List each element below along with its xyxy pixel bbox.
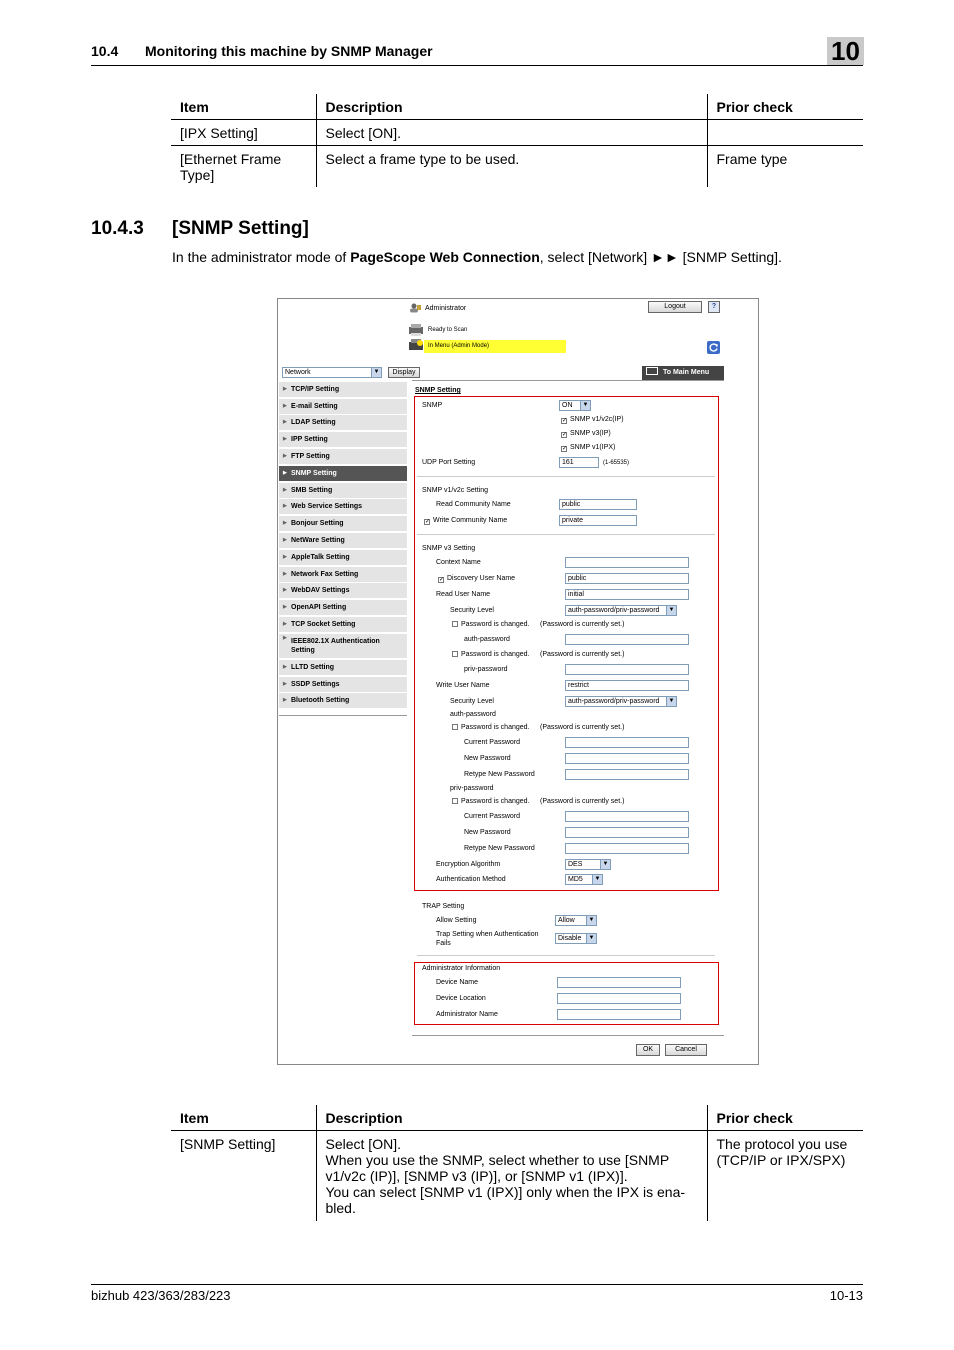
col-item: Item bbox=[171, 1105, 316, 1131]
divider bbox=[412, 1035, 724, 1036]
discovery-user-input[interactable]: public bbox=[565, 573, 689, 584]
read-auth-password-label: auth-password bbox=[464, 636, 510, 643]
sidebar-item-label: Network Fax Setting bbox=[291, 571, 359, 578]
printer-icon bbox=[408, 324, 424, 336]
write-user-input[interactable]: restrict bbox=[565, 680, 689, 691]
col-prior-check: Prior check bbox=[707, 1105, 863, 1131]
write-security-level-label: Security Level bbox=[450, 698, 494, 705]
checkbox[interactable]: ✓ bbox=[562, 432, 568, 438]
printer-status-icon bbox=[408, 339, 424, 352]
context-name-input[interactable] bbox=[565, 557, 689, 568]
triangle-icon: ▶ bbox=[283, 419, 287, 425]
web-connection-screenshot bbox=[277, 298, 759, 1065]
cell: [SNMP Setting] bbox=[180, 1136, 276, 1152]
write-user-label: Write User Name bbox=[436, 682, 490, 689]
read-community-label: Read Community Name bbox=[436, 501, 511, 508]
udp-port-label: UDP Port Setting bbox=[422, 459, 476, 466]
section-number: 10.4 bbox=[91, 43, 119, 59]
current-password-label: Current Password bbox=[464, 813, 521, 820]
sidebar-item-label: IEEE802.1X Authentication Setting bbox=[291, 638, 380, 654]
checkbox-label: Password is changed. bbox=[461, 651, 530, 658]
intro-product: PageScope Web Connection bbox=[350, 249, 540, 265]
to-main-menu-link[interactable] bbox=[642, 366, 724, 380]
cell: The protocol you use (TCP/IP or IPX/SPX) bbox=[707, 1131, 863, 1221]
section-heading bbox=[91, 218, 309, 240]
cell: Select [ON]. When you use the SNMP, select whether to use [SNMP v1/v2c (IP)], [SNMP v3 (IP)], or [SNMP v1 (IPX)]. You can select [SNMP v1 (IPX)] only when the IPX is ena-bled. bbox=[316, 1131, 707, 1221]
cancel-button[interactable]: Cancel bbox=[665, 1044, 707, 1056]
triangle-icon: ▶ bbox=[283, 604, 287, 610]
chevron-down-icon: ▼ bbox=[592, 875, 602, 884]
read-user-input[interactable]: initial bbox=[565, 589, 689, 600]
chevron-down-icon: ▼ bbox=[666, 697, 676, 706]
ok-button[interactable]: OK bbox=[636, 1044, 660, 1056]
divider bbox=[412, 380, 724, 381]
admin-label: Administrator bbox=[425, 305, 467, 312]
write-auth-pwd-changed-checkbox[interactable] bbox=[452, 724, 529, 731]
intro-prefix: In the administrator mode of bbox=[172, 249, 351, 265]
checkbox[interactable] bbox=[452, 651, 458, 657]
checkbox[interactable]: ✓ bbox=[425, 519, 431, 525]
sidebar-item-tcpip[interactable] bbox=[279, 382, 407, 398]
checkbox-label: SNMP v3(IP) bbox=[570, 430, 611, 437]
administrator-name-input[interactable] bbox=[557, 1009, 681, 1020]
priv-new-password-input[interactable] bbox=[565, 827, 689, 838]
footer-model: bizhub 423/363/283/223 bbox=[91, 1288, 231, 1303]
sidebar-item-bluetooth[interactable] bbox=[279, 693, 407, 709]
chevron-down-icon: ▼ bbox=[586, 934, 596, 943]
write-community-input[interactable]: private bbox=[559, 515, 637, 526]
read-security-level-value: auth-password/priv-password bbox=[568, 607, 660, 614]
write-security-level-select[interactable] bbox=[565, 696, 677, 707]
chapter-badge: 10 bbox=[827, 37, 864, 65]
sidebar-item-openapi[interactable] bbox=[279, 600, 407, 616]
triangle-icon: ▶ bbox=[283, 470, 287, 476]
status-admin-mode: In Menu (Admin Mode) bbox=[424, 340, 566, 353]
checkbox[interactable] bbox=[452, 621, 458, 627]
discovery-user-checkbox[interactable] bbox=[438, 575, 515, 583]
sidebar-item-web-service[interactable] bbox=[279, 499, 407, 515]
sidebar-item-label: LDAP Setting bbox=[291, 419, 336, 426]
category-select[interactable] bbox=[282, 367, 382, 378]
checkbox[interactable] bbox=[452, 724, 458, 730]
triangle-icon: ▶ bbox=[283, 554, 287, 560]
page-header bbox=[91, 36, 863, 66]
triangle-icon: ▶ bbox=[283, 403, 287, 409]
read-security-level-select[interactable] bbox=[565, 605, 677, 616]
sidebar-item-label: NetWare Setting bbox=[291, 537, 345, 544]
chevron-down-icon: ▼ bbox=[600, 860, 610, 869]
device-name-input[interactable] bbox=[557, 977, 681, 988]
sidebar-item-label: OpenAPI Setting bbox=[291, 604, 347, 611]
cell: [IPX Setting] bbox=[171, 120, 316, 146]
retype-password-label: Retype New Password bbox=[464, 845, 535, 852]
checkbox[interactable]: ✓ bbox=[562, 446, 568, 452]
col-prior-check: Prior check bbox=[707, 94, 863, 120]
sidebar-item-label: SNMP Setting bbox=[291, 470, 337, 477]
sidebar-item-label: TCP Socket Setting bbox=[291, 621, 356, 628]
sidebar-item-label: E-mail Setting bbox=[291, 403, 338, 410]
divider bbox=[417, 955, 715, 956]
device-name-label: Device Name bbox=[436, 979, 479, 986]
logout-button[interactable]: Logout bbox=[648, 301, 702, 313]
snmp-label: SNMP bbox=[422, 402, 443, 409]
triangle-icon: ▶ bbox=[283, 436, 287, 442]
encryption-select[interactable] bbox=[565, 859, 611, 870]
sidebar-item-webdav[interactable] bbox=[279, 583, 407, 599]
col-item: Item bbox=[171, 94, 316, 120]
sidebar-item-ftp[interactable] bbox=[279, 449, 407, 465]
allow-setting-label: Allow Setting bbox=[436, 917, 477, 924]
checkbox[interactable]: ✓ bbox=[562, 418, 568, 424]
triangle-icon: ▶ bbox=[283, 681, 287, 687]
page-title: SNMP Setting bbox=[415, 387, 461, 394]
auth-new-password-input[interactable] bbox=[565, 753, 689, 764]
checkbox[interactable] bbox=[452, 798, 458, 804]
read-priv-password-input[interactable] bbox=[565, 664, 689, 675]
read-priv-password-label: priv-password bbox=[464, 666, 508, 673]
device-location-input[interactable] bbox=[557, 993, 681, 1004]
administrator-name-label: Administrator Name bbox=[436, 1011, 498, 1018]
trap-auth-fail-label: Trap Setting when Authentication Fails bbox=[436, 931, 539, 947]
sidebar-item-label: LLTD Setting bbox=[291, 664, 335, 671]
checkbox-label: SNMP v1/v2c(IP) bbox=[570, 416, 624, 423]
write-auth-password-heading: auth-password bbox=[450, 711, 496, 718]
read-auth-password-input[interactable] bbox=[565, 634, 689, 645]
sidebar-item-label: Bluetooth Setting bbox=[291, 697, 350, 704]
chevron-down-icon: ▼ bbox=[371, 368, 381, 377]
read-security-level-label: Security Level bbox=[450, 607, 494, 614]
sidebar-item-label: AppleTalk Setting bbox=[291, 554, 350, 561]
auth-current-password-input[interactable] bbox=[565, 737, 689, 748]
sidebar-item-email[interactable] bbox=[279, 399, 407, 415]
snmp-select[interactable] bbox=[559, 400, 591, 411]
read-priv-pwd-changed-checkbox[interactable] bbox=[452, 651, 529, 658]
retype-password-label: Retype New Password bbox=[464, 771, 535, 778]
sidebar-item-bonjour[interactable] bbox=[279, 516, 407, 532]
snmp-v1v2c-checkbox[interactable] bbox=[561, 416, 624, 424]
encryption-value: DES bbox=[568, 861, 583, 868]
new-password-label: New Password bbox=[464, 755, 511, 762]
sidebar-item-label: Web Service Settings bbox=[291, 503, 363, 510]
context-name-label: Context Name bbox=[436, 559, 481, 566]
v1v2c-section-title: SNMP v1/v2c Setting bbox=[422, 487, 489, 494]
status-ready: Ready to Scan bbox=[428, 327, 468, 333]
write-community-checkbox[interactable] bbox=[424, 517, 507, 525]
sidebar-item-label: IPP Setting bbox=[291, 436, 328, 443]
sidebar-item-label: SSDP Settings bbox=[291, 681, 340, 688]
v3-section-title: SNMP v3 Setting bbox=[422, 545, 476, 552]
checkbox-label: Write Community Name bbox=[433, 517, 508, 524]
snmp-v1ipx-checkbox[interactable] bbox=[561, 444, 615, 452]
cell: Frame type bbox=[707, 146, 863, 188]
cell bbox=[707, 120, 863, 146]
triangle-icon: ▶ bbox=[283, 537, 287, 543]
triangle-icon: ▶ bbox=[283, 487, 287, 493]
col-description: Description bbox=[316, 94, 707, 120]
pwd-set-note: (Password is currently set.) bbox=[540, 651, 625, 658]
allow-setting-value: Allow bbox=[558, 917, 575, 924]
snmp-v3-checkbox[interactable] bbox=[561, 430, 611, 438]
trap-section-title: TRAP Setting bbox=[422, 903, 465, 910]
encryption-label: Encryption Algorithm bbox=[436, 861, 501, 868]
sidebar-item-netware[interactable] bbox=[279, 533, 407, 549]
checkbox-label: Password is changed. bbox=[461, 621, 530, 628]
table-row bbox=[171, 146, 863, 188]
snmp-select-value: ON bbox=[562, 402, 573, 409]
auth-method-value: MD5 bbox=[568, 876, 583, 883]
sidebar-item-tcp-socket[interactable] bbox=[279, 617, 407, 633]
sidebar-item-ssdp[interactable] bbox=[279, 677, 407, 693]
pwd-set-note: (Password is currently set.) bbox=[540, 621, 625, 628]
sidebar-item-appletalk[interactable] bbox=[279, 550, 407, 566]
refresh-icon[interactable] bbox=[707, 341, 720, 354]
auth-method-label: Authentication Method bbox=[436, 876, 506, 883]
triangle-icon: ▶ bbox=[283, 453, 287, 459]
page-footer bbox=[91, 1284, 863, 1303]
snmp-settings-table bbox=[171, 1105, 863, 1221]
divider bbox=[279, 715, 407, 716]
udp-port-input[interactable]: 161 bbox=[559, 457, 599, 468]
divider bbox=[417, 534, 715, 535]
chevron-down-icon: ▼ bbox=[586, 916, 596, 925]
cell: [Ethernet Frame Type] bbox=[180, 151, 282, 183]
cell: Select a frame type to be used. bbox=[316, 146, 707, 188]
checkbox-label: Password is changed. bbox=[461, 798, 530, 805]
current-password-label: Current Password bbox=[464, 739, 521, 746]
sidebar-item-label: SMB Setting bbox=[291, 487, 333, 494]
device-location-label: Device Location bbox=[436, 995, 486, 1002]
sidebar-item-label: FTP Setting bbox=[291, 453, 330, 460]
allow-setting-select[interactable] bbox=[555, 915, 597, 926]
table-row bbox=[171, 120, 863, 146]
triangle-icon: ▶ bbox=[283, 664, 287, 670]
trap-auth-fail-select[interactable] bbox=[555, 933, 597, 944]
read-auth-pwd-changed-checkbox[interactable] bbox=[452, 621, 529, 628]
divider bbox=[417, 476, 715, 477]
sidebar-item-ieee8021x[interactable] bbox=[279, 634, 407, 659]
triangle-icon: ▶ bbox=[283, 587, 287, 593]
triangle-icon: ▶ bbox=[283, 503, 287, 509]
new-password-label: New Password bbox=[464, 829, 511, 836]
category-select-value: Network bbox=[285, 369, 311, 376]
checkbox[interactable]: ✓ bbox=[439, 577, 445, 583]
checkbox-label: SNMP v1(IPX) bbox=[570, 444, 616, 451]
help-icon[interactable]: ? bbox=[708, 301, 720, 313]
trap-auth-fail-value: Disable bbox=[558, 935, 582, 942]
menu-icon bbox=[646, 367, 658, 375]
section-heading-number: 10.4.3 bbox=[91, 218, 144, 239]
triangle-icon: ▶ bbox=[283, 697, 287, 703]
auth-method-select[interactable] bbox=[565, 874, 603, 885]
checkbox-label: Discovery User Name bbox=[447, 575, 516, 582]
sidebar-item-label: TCP/IP Setting bbox=[291, 386, 340, 393]
sidebar-item-snmp[interactable] bbox=[279, 466, 407, 482]
write-priv-pwd-changed-checkbox[interactable] bbox=[452, 798, 529, 805]
checkbox-label: Password is changed. bbox=[461, 724, 530, 731]
intro-suffix: , select [Network] ►► [SNMP Setting]. bbox=[539, 249, 782, 265]
page-number: 10-13 bbox=[829, 1288, 863, 1303]
auth-retype-password-input[interactable] bbox=[565, 769, 689, 780]
triangle-icon: ▶ bbox=[283, 621, 287, 627]
chevron-down-icon: ▼ bbox=[666, 606, 676, 615]
sidebar-item-label: Bonjour Setting bbox=[291, 520, 344, 527]
sidebar-item-ipp[interactable] bbox=[279, 432, 407, 448]
write-security-level-value: auth-password/priv-password bbox=[568, 698, 660, 705]
triangle-icon: ▶ bbox=[283, 571, 287, 577]
sidebar-item-lltd[interactable] bbox=[279, 660, 407, 676]
sidebar-item-ldap[interactable] bbox=[279, 415, 407, 431]
pwd-set-note: (Password is currently set.) bbox=[540, 798, 625, 805]
header-title: Monitoring this machine by SNMP Manager bbox=[145, 43, 433, 59]
cell: Select [ON]. bbox=[316, 120, 707, 146]
priv-current-password-input[interactable] bbox=[565, 811, 689, 822]
sidebar-item-smb[interactable] bbox=[279, 483, 407, 499]
read-community-input[interactable]: public bbox=[559, 499, 637, 510]
admin-info-title: Administrator Information bbox=[422, 965, 501, 972]
write-priv-password-heading: priv-password bbox=[450, 785, 494, 792]
to-main-menu-label: To Main Menu bbox=[663, 369, 710, 376]
col-description: Description bbox=[316, 1105, 707, 1131]
intro-text bbox=[172, 249, 782, 265]
chevron-down-icon: ▼ bbox=[580, 401, 590, 410]
table-row bbox=[171, 1131, 863, 1221]
triangle-icon: ▶ bbox=[283, 520, 287, 526]
ipx-settings-table bbox=[171, 94, 863, 187]
triangle-icon: ▶ bbox=[283, 635, 287, 641]
section-heading-title: [SNMP Setting] bbox=[172, 218, 309, 239]
sidebar-item-network-fax[interactable] bbox=[279, 567, 407, 583]
pwd-set-note: (Password is currently set.) bbox=[540, 724, 625, 731]
read-user-label: Read User Name bbox=[436, 591, 491, 598]
admin-icon bbox=[409, 303, 421, 313]
display-button[interactable]: Display bbox=[388, 367, 420, 378]
triangle-icon: ▶ bbox=[283, 386, 287, 392]
priv-retype-password-input[interactable] bbox=[565, 843, 689, 854]
udp-port-range: (1-65535) bbox=[603, 460, 630, 466]
sidebar-item-label: WebDAV Settings bbox=[291, 587, 350, 594]
